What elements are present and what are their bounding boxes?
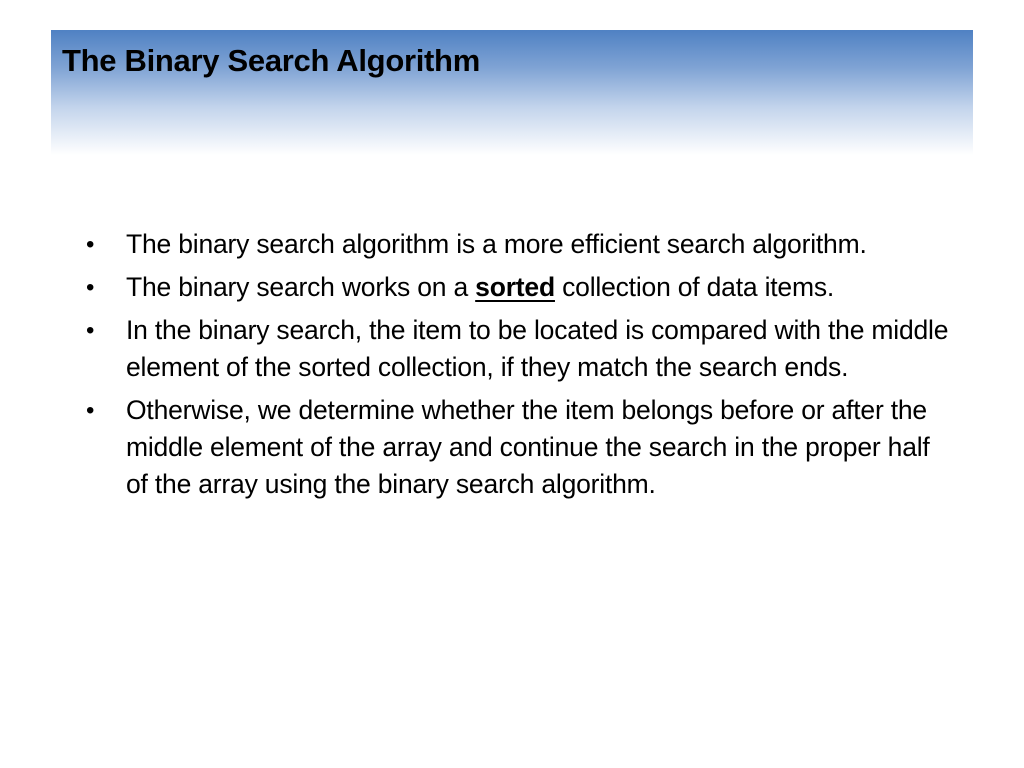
bullet-text: Otherwise, we determine whether the item belongs before or after the middle element of the array and continue the search in the proper half of the array using the binary search algorithm. (126, 395, 930, 499)
bullet-text-start: The binary search works on a (126, 272, 476, 302)
bullet-item (86, 392, 956, 503)
bullet-icon: • (86, 231, 95, 258)
bullet-item (86, 226, 956, 263)
bullet-list (86, 226, 956, 509)
bullet-text-end: collection of data items. (554, 272, 835, 302)
bullet-text: The binary search algorithm is a more efficient search algorithm. (126, 229, 867, 259)
bullet-icon: • (86, 317, 95, 344)
bullet-icon: • (86, 274, 95, 301)
bullet-text: In the binary search, the item to be located is compared with the middle element of the sorted collection, if they match the search ends. (126, 315, 949, 382)
bullet-item (86, 312, 956, 386)
bullet-item (86, 269, 956, 306)
emphasized-word: sorted (475, 272, 555, 302)
slide-title: The Binary Search Algorithm (62, 43, 480, 78)
bullet-icon: • (86, 397, 95, 424)
